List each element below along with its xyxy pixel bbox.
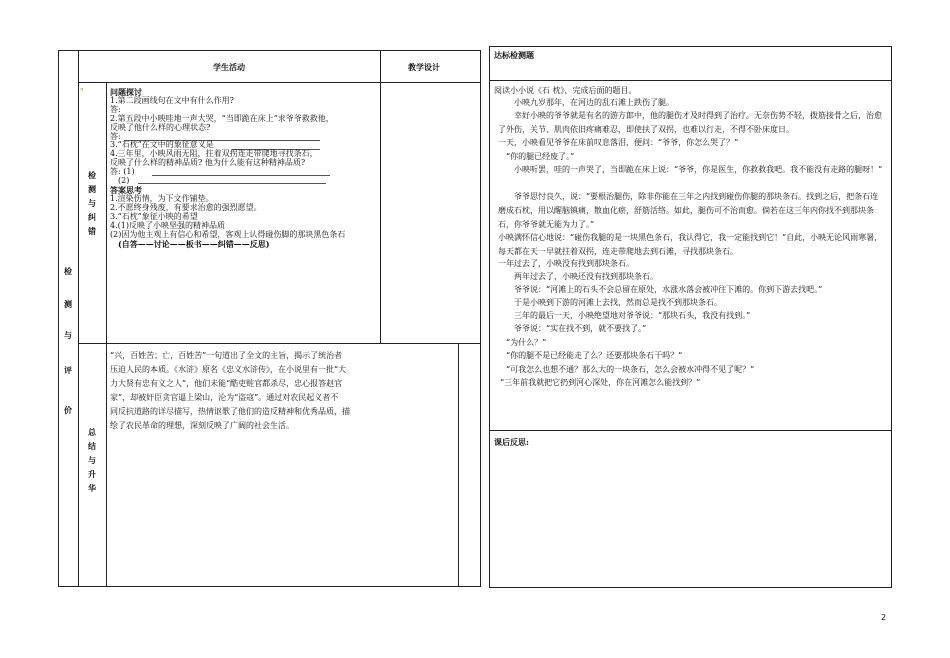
story-paragraph: 一年过去了，小映没有找到那块条石。 bbox=[498, 259, 634, 268]
question-line: 2.第五段中小映哇地一声大哭，“当即跪在床上”求爷爷救救他， bbox=[110, 114, 334, 123]
right-top-border bbox=[489, 46, 892, 47]
answer-blank bbox=[138, 183, 326, 184]
question-line: 答: (1) bbox=[110, 167, 135, 176]
question-line: 1.第二段画线句在文中有什么作用? bbox=[110, 96, 234, 105]
right-header-divider bbox=[489, 80, 892, 81]
section-label-divider bbox=[106, 83, 107, 587]
reflection-divider bbox=[489, 430, 892, 431]
story-paragraph: 幸好小映的爷爷就是有名的游方郎中，他的腿伤才及时得到了治疗。无奈伤势不轻，拨筋接骨之后，治愈了外伤，关节、肌肉依旧疼痛难忍，即使扶了双拐，也难以行走，不得不卧床度日。 bbox=[498, 111, 882, 134]
story-paragraph: “为什么？” bbox=[506, 338, 547, 347]
question-line: 反映了他什么样的心理状态? bbox=[110, 123, 211, 132]
answer-line: 3.“石枕”象征小映的希望 bbox=[110, 212, 198, 221]
story-paragraph: 小映满怀信心地说：“碰伤我腿的是一块黑色条石，我认得它，我一定能找到它！”自此，小映无论风雨寒暑，每天都在天一早就拄着双拐，连走带爬地去到石滩，寻找那块条石。 bbox=[498, 233, 883, 256]
summary-line: 家”，却被奸臣贪官逼上梁山，沦为“盗寇”。通过对农民起义者不 bbox=[110, 393, 339, 402]
answer-line: (2)因为他主观上有信心和希望，客观上认得碰伤脚的那块黑色条石 bbox=[110, 230, 346, 239]
teaching-design-header: 教学设计 bbox=[408, 62, 440, 72]
left-bottom-border bbox=[58, 586, 481, 587]
row-marker: " bbox=[80, 87, 84, 96]
story-paragraph: 三年的最后一天，小映绝望地对爷爷说：“那块石头，我没有找到。” bbox=[514, 311, 751, 320]
story-paragraph: 小映九岁那年，在河边的乱石滩上跌伤了腿。 bbox=[514, 98, 674, 107]
design-col-divider bbox=[380, 50, 381, 83]
student-activity-header: 学生活动 bbox=[213, 62, 245, 72]
question-line: 4.三年里，小映风雨无阻，拄着双拐连走带爬地寻找条石， bbox=[110, 149, 318, 158]
page-number: 2 bbox=[881, 613, 887, 622]
right-right-border bbox=[891, 46, 892, 588]
reading-instruction: 阅读小小说《石 枕》，完成后面的题目。 bbox=[494, 86, 637, 95]
summary-line: 力大贤有忠有义之人”，他们未能“酷吏赃官都杀尽，忠心报答赵官 bbox=[110, 379, 343, 388]
questions-heading: 问题探讨 bbox=[110, 87, 142, 97]
answer-blank bbox=[152, 175, 330, 176]
story-paragraph: 一天，小映看见爷爷在床前叹息落泪，便问：“爷爷，你怎么哭了？” bbox=[498, 138, 739, 147]
left-top-border bbox=[58, 50, 481, 51]
summary-line: 同反抗道路的详尽描写，热情讴歌了他们的造反精神和优秀品质，描 bbox=[110, 407, 350, 416]
summary-line: “兴，百姓苦；亡，百姓苦”一句道出了全文的主旨，揭示了统治者 bbox=[110, 351, 343, 360]
story-paragraph: 爷爷说：“实在找不到，就不要找了。” bbox=[514, 324, 647, 333]
quiz-header: 达标检测题 bbox=[494, 50, 534, 60]
question-line: 3.“石枕”在文中的象征意义是 bbox=[110, 140, 214, 149]
question-line: (2) bbox=[118, 176, 130, 185]
story-paragraph: 两年过去了，小映还没有找到那块条石。 bbox=[514, 272, 658, 281]
story-paragraph: 小映听罢，哇的一声哭了，当即跪在床上说：“爷爷，你是医生，你救救我吧。我不能没有走路的腿呀！” bbox=[514, 165, 883, 174]
story-paragraph: 爷爷思忖良久，说：“要根治腿伤，除非你能在三年之内找到碰伤你腿的那块条石。找到之后，把条石连磨成石枕，用以醒脑镇痛，散血化瘀，舒筋活络。如此，腿伤可不治而愈。倘若在这三年内你找不到那块条石，你爷爷就无能为力了。” bbox=[498, 192, 879, 229]
section2-right-border bbox=[458, 343, 459, 587]
story-paragraph: “三年前我就把它扔到河心深处，你在河滩怎么能找到？” bbox=[500, 378, 701, 387]
left-left-border bbox=[58, 50, 59, 587]
right-left-border bbox=[489, 46, 490, 588]
summary-line: 绘了农民革命的理想，深刻反映了广阔的社会生活。 bbox=[110, 421, 294, 430]
header-row-bottom bbox=[78, 82, 481, 83]
question-line: 答: bbox=[110, 132, 121, 141]
answer-line: 4.(1)反映了小映坚强的精神品质 bbox=[110, 221, 225, 230]
story-paragraph: “可我怎么也想不通？那么大的一块条石，怎么会被水冲得不见了呢？” bbox=[506, 365, 755, 374]
story-paragraph: 于是小映到下游的河滩上去找，然而总是找不到那块条石。 bbox=[514, 298, 722, 307]
story-paragraph: “你的腿不是已经能走了么？还要那块条石干吗？” bbox=[506, 351, 683, 360]
reflection-label: 课后反思: bbox=[494, 437, 529, 447]
answers-heading: 答案思考 bbox=[110, 185, 142, 195]
answer-line: 2.不愿终身残废，有要求治愈的强烈愿望。 bbox=[110, 203, 262, 212]
right-bottom-border bbox=[489, 587, 892, 588]
summary-line: 压迫人民的本质。《水浒》原名《忠义水浒传》，在小说里有一批“大 bbox=[110, 365, 347, 374]
section1-right-border bbox=[380, 83, 381, 343]
side-col-divider bbox=[78, 50, 79, 587]
teaching-flow: (自答——讨论——板书——纠错——反思) bbox=[118, 239, 270, 249]
section-divider bbox=[78, 343, 481, 344]
story-paragraph: 爷爷说：“河滩上的石头不会总留在原处，水涨水落会被冲往下滩的。你到下游去找吧。” bbox=[514, 285, 823, 294]
answer-line: 1.渲染伤情，为下文作铺垫。 bbox=[110, 194, 214, 203]
question-line: 反映了什么样的精神品质? 他为什么能有这种精神品质? bbox=[110, 158, 306, 167]
story-paragraph: “你的腿已经废了。” bbox=[506, 152, 575, 161]
question-line: 答: bbox=[110, 105, 121, 114]
left-right-border bbox=[480, 50, 481, 587]
